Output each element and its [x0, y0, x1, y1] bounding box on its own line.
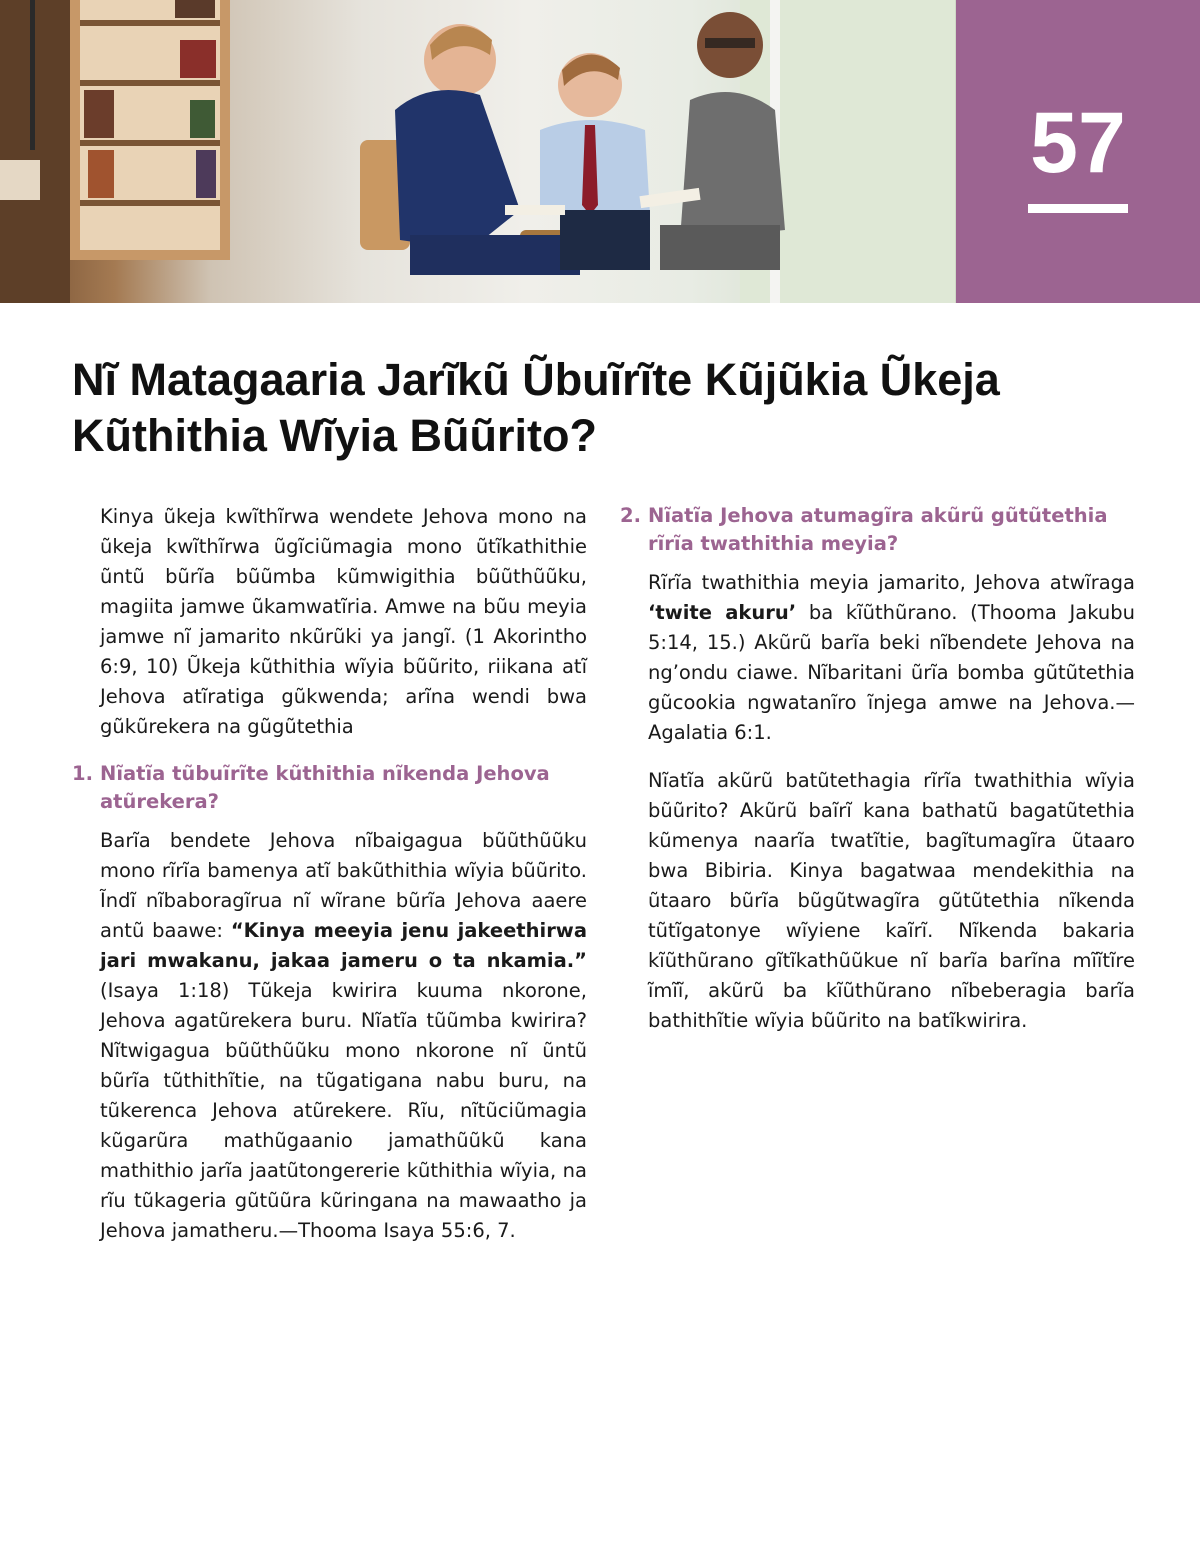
- section-2-number: 2.: [620, 504, 641, 527]
- hero-photo: [0, 0, 956, 303]
- lesson-number: 57: [1030, 95, 1126, 191]
- section-1-text-after: (Isaya 1:18) Tũkeja kwirira kuuma nkorone, Jehova agatũrekera buru. Nĩatĩa tũũmba kwirira? Nĩtwigagua bũũthũũku mono nkorone nĩ ũntũ bũrĩa tũthithĩtie, na tũgatigana nabu buru, na tũkerenca Jehova atũrekere. Rĩu, nĩtũciũmagia kũgarũra mathũgaanio jamathũũkũ kana mathithio jarĩa jaatũtongererie kũthithia wĩyia, na rĩu tũkageria gũtũũra kũringana na mawaatho ja Jehova jamatheru.—Thooma Isaya 55:6, 7.: [100, 979, 587, 1242]
- section-1-text-before: Barĩa bendete Jehova nĩbaigagua bũũthũũku mono rĩrĩa bamenya atĩ bakũthithia wĩyia bũũrito. Ĩndĩ nĩbaboragĩrua nĩ wĩrane bũrĩa Jehova aaere antũ baawe:: [100, 829, 587, 942]
- section-1-paragraph: [100, 826, 587, 1246]
- section-2-question-text: Nĩatĩa Jehova atumagĩra akũrũ gũtũtethia rĩrĩa twathithia meyia?: [648, 504, 1108, 555]
- section-2-text-before: Rĩrĩa twathithia meyia jamarito, Jehova atwĩraga: [648, 571, 1135, 594]
- section-1-question-text: Nĩatĩa tũbuĩrĩte kũthithia nĩkenda Jehova atũrekera?: [100, 762, 550, 813]
- section-2-text-after: ba kĩũthũrano. (Thooma Jakubu 5:14, 15.) Akũrũ barĩa beki nĩbendete Jehova na ng’ondu ciawe. Nĩbaritani ũrĩa bomba gũtũtethia gũcookia ngwatanĩro ĩnjega amwe na Jehova.—Agalatia 6:1.: [648, 601, 1136, 744]
- section-1-question: [72, 760, 587, 816]
- section-2-quote: ‘twite akuru’: [648, 601, 797, 624]
- lesson-number-badge: [956, 0, 1200, 303]
- section-2-paragraph-2: Nĩatĩa akũrũ batũtethagia rĩrĩa twathithia wĩyia bũũrito? Akũrũ baĩrĩ kana bathatũ bagatũtethia kũmenya naarĩa twatĩtie, bagĩtumagĩra ũtaaro bwa Bibiria. Kinya bagatwaa mendekithia na ũtaaro bũrĩa bũgũtwagĩra gũtũtethia nĩkenda tũtĩgatonye wĩyiene kaĩrĩ. Nĩkenda bakaria kĩũthũrano gĩtĩkathũũkue nĩ barĩa barĩna mĩĩtĩre ĩmĩĩ, akũrũ ba kĩũthũrano nĩbeberagia barĩa bathithĩtie wĩyia bũũrito na batĩkwirira.: [648, 769, 1135, 1032]
- intro-paragraph: Kinya ũkeja kwĩthĩrwa wendete Jehova mono na ũkeja kwĩthĩrwa ũgĩciũmagia mono ũtĩkathithie ũntũ bũrĩa bũũmba kũmwigithia bũũthũũku, magiita jamwe ũkamwatĩria. Amwe na bũu meyia jamwe nĩ jamarito nkũrũki ya jangĩ. (1 Akorintho 6:9, 10) Ũkeja kũthithia wĩyia bũũrito, riikana atĩ Jehova atĩratiga gũkwenda; arĩna wendi bwa gũkũrekera na gũgũtethia: [100, 505, 587, 738]
- section-2-question: [620, 502, 1135, 558]
- page-title: Nĩ Matagaaria Jarĩkũ Ũbuĩrĩte Kũjũkia Ũkeja Kũthithia Wĩyia Bũũrito?: [72, 354, 1000, 461]
- left-column: [72, 502, 587, 1264]
- right-column: [620, 502, 1135, 1054]
- section-1-quote: “Kinya meeyia jenu jakeethirwa jari mwakanu, jakaa jameru o ta nkamia.”: [100, 919, 587, 972]
- photo-three-men-consoling: [0, 0, 956, 303]
- section-2-paragraph-1: [648, 568, 1135, 748]
- badge-underline: [1028, 204, 1128, 213]
- section-1-number: 1.: [72, 762, 93, 785]
